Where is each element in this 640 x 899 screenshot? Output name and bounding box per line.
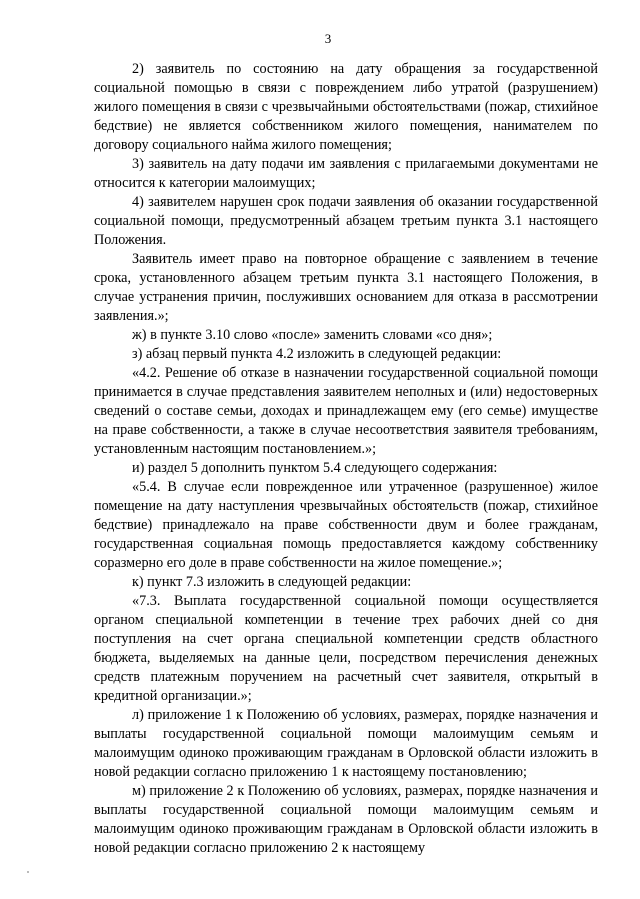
paragraph-item-2: 2) заявитель по состоянию на дату обращения за государственной социальной помощью в связи с повреждением либо утратой (разрушением) жилого помещения в связи с чрезвычайными обстоятельствами (пожар, стихийное бедствие) не является собственником жилого помещения, нанимателем по договору социального найма жилого помещения; [94, 61, 598, 153]
page-number: 3 [324, 31, 332, 46]
paragraph-clause-7-3: «7.3. Выплата государственной социальной помощи осуществляется органом специальной компетенции в течение трех рабочих дней со дня поступления на счет органа специальной компетенции средств областного бюджета, выделяемых на данные цели, посредством перечисления денежных средств платежным поручением на расчетный счет заявителя, открытый в кредитной организации.»; [94, 593, 598, 704]
paragraph-amendment-l: л) приложение 1 к Положению об условиях, размерах, порядке назначения и выплаты государственной социальной помощи малоимущим семьям и малоимущим одиноко проживающим гражданам в Орловской области изложить в новой редакции согласно приложению 1 к настоящему постановлению; [94, 707, 598, 780]
paragraph-clause-4-2: «4.2. Решение об отказе в назначении государственной социальной помощи принимается в случае представления заявителем неполных и (или) недостоверных сведений о составе семьи, доходах и принадлежащем ему (его семье) имуществе на праве собственности, а также в случае несоответствия заявителя требованиям, установленным настоящим постановлением.»; [94, 365, 598, 457]
paragraph-clause-5-4: «5.4. В случае если поврежденное или утраченное (разрушенное) жилое помещение на дату наступления чрезвычайных обстоятельств (пожар, стихийное бедствие) принадлежало на праве собственности двум и более гражданам, государственная социальная помощь предоставляется каждому собственнику соразмерно его доле в праве собственности на жилое помещение.»; [94, 479, 598, 571]
paragraph-amendment-m: м) приложение 2 к Положению об условиях, размерах, порядке назначения и выплаты государственной социальной помощи малоимущим семьям и малоимущим одиноко проживающим гражданам в Орловской области изложить в новой редакции согласно приложению 2 к настоящему [94, 783, 598, 856]
scan-speck [27, 871, 29, 873]
document-body [94, 60, 598, 858]
paragraph-amendment-i: и) раздел 5 дополнить пунктом 5.4 следующего содержания: [132, 460, 498, 476]
paragraph-reapplication-right: Заявитель имеет право на повторное обращение с заявлением в течение срока, установленного абзацем третьим пункта 3.1 настоящего Положения, в случае устранения причин, послуживших основанием для отказа в рассмотрении заявления.»; [94, 251, 598, 324]
paragraph-amendment-k: к) пункт 7.3 изложить в следующей редакции: [132, 574, 412, 590]
paragraph-amendment-zh: ж) в пункте 3.10 слово «после» заменить словами «со дня»; [132, 327, 493, 343]
paragraph-amendment-z: з) абзац первый пункта 4.2 изложить в следующей редакции: [132, 346, 502, 362]
paragraph-item-3: 3) заявитель на дату подачи им заявления с прилагаемыми документами не относится к категории малоимущих; [94, 156, 598, 191]
paragraph-item-4: 4) заявителем нарушен срок подачи заявления об оказании государственной социальной помощи, предусмотренный абзацем третьим пункта 3.1 настоящего Положения. [94, 194, 598, 248]
